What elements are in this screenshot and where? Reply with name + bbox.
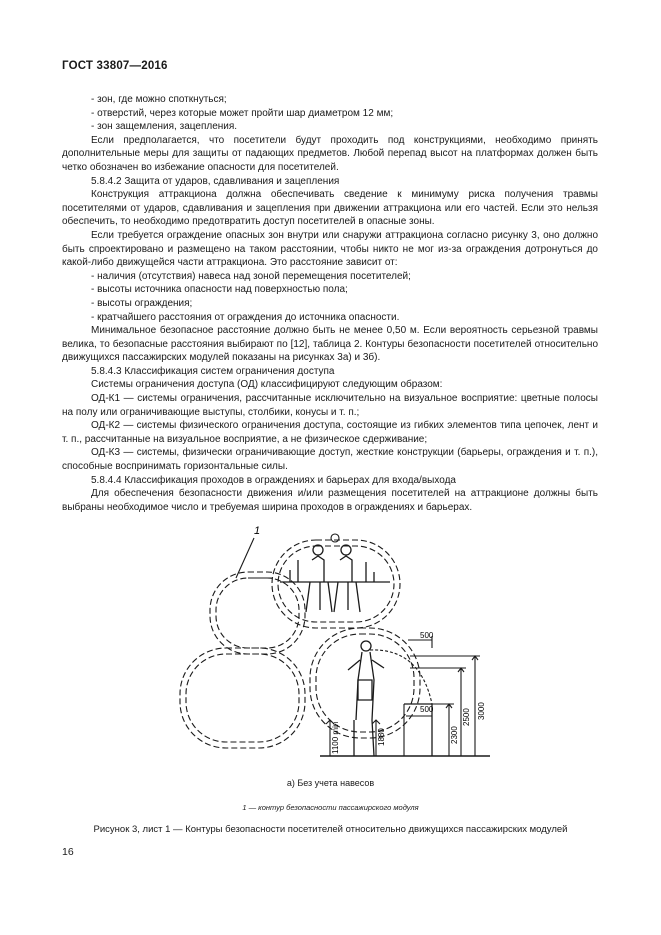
paragraph: - высоты источника опасности над поверхностью пола; <box>91 284 348 296</box>
paragraph: ОД-К2 — системы физического ограничения доступа, состоящие из гибких элементов типа цепочек, лент и т. п., рассчитанные на визуальное восприятие, а не физическое сдерживание; <box>62 420 598 445</box>
paragraph: - отверстий, через которые может пройти шар диаметром 12 мм; <box>91 107 394 119</box>
paragraph: - наличия (отсутствия) навеса над зоной перемещения посетителей; <box>91 270 411 282</box>
dim-2500: 2500 <box>462 708 471 726</box>
section-heading: 5.8.4.2 Защита от ударов, сдавливания и зацепления <box>91 175 340 187</box>
section-heading: 5.8.4.4 Классификация проходов в ограждениях и барьерах для входа/выхода <box>91 474 456 486</box>
safety-contour-drawing <box>170 520 500 765</box>
figure-title: Рисунок 3, лист 1 — Контуры безопасности посетителей относительно движущихся пассажирских модулей <box>93 824 568 835</box>
paragraph: Минимальное безопасное расстояние должно быть не менее 0,50 м. Если вероятность серьезной травмы велика, то безопасные расстояния выбирают по [12], таблица 2. Контуры безопасности посетителей относительно движущихся пассажирских модулей показаны на рисунках 3а) и 3б). <box>62 325 598 364</box>
paragraph: Если требуется ограждение опасных зон внутри или снаружи аттракциона согласно рисунку 3, оно должно быть спроектировано и размещено на таком расстоянии, чтобы никто не мог из-за ограждения дотронуться до какой-либо движущейся части аттракциона. Это расстояние зависит от: <box>62 229 598 269</box>
dim-1880: 1880 <box>377 728 386 746</box>
dim-1100-min: 1100 min <box>331 721 340 754</box>
section-heading: 5.8.4.3 Классификация систем ограничения доступа <box>91 365 335 377</box>
dim-2300: 2300 <box>450 726 459 744</box>
figure-label-1: 1 <box>254 525 261 537</box>
figure-3a <box>170 520 500 765</box>
paragraph: Если предполагается, что посетители будут проходить под конструкциями, необходимо принять дополнительные меры для защиты от падающих предметов. Любой перепад высот на платформах должен быть четко обозначен во избежание опасности для посетителей. <box>62 134 598 173</box>
paragraph: Для обеспечения безопасности движения и/или размещения посетителей на аттракционе должны быть выбраны необходимое число и требуемая ширина проходов в ограждениях и барьерах. <box>62 488 598 513</box>
paragraph: - зон защемления, зацепления. <box>91 121 238 133</box>
standard-header: ГОСТ 33807—2016 <box>62 60 168 72</box>
subfigure-caption: а) Без учета навесов <box>286 778 375 788</box>
page-number: 16 <box>62 846 74 858</box>
paragraph: - высоты ограждения; <box>91 297 193 309</box>
paragraph: ОД-К3 — системы, физически ограничивающие доступ, жесткие конструкции (барьеры, ограждения и т. п.), способные воспринимать горизонтальные силы. <box>62 447 598 473</box>
body-text <box>62 93 598 514</box>
dim-500-bottom: 500 <box>420 705 434 714</box>
paragraph: - кратчайшего расстояния от ограждения до источника опасности. <box>91 311 400 323</box>
paragraph: - зон, где можно споткнуться; <box>91 94 227 105</box>
dim-500-top: 500 <box>420 631 434 640</box>
paragraph: Системы ограничения доступа (ОД) классифицируют следующим образом: <box>91 379 443 391</box>
paragraph: ОД-К1 — системы ограничения, рассчитанные исключительно на визуальное восприятие: цветные полосы на полу или ограничивающие выступы, столбики, конусы и т. п.; <box>62 393 598 418</box>
dim-3000: 3000 <box>477 702 486 720</box>
paragraph: Конструкция аттракциона должна обеспечивать сведение к минимуму риска получения травмы посетителями от ударов, сдавливания и зацепления при движении аттракциона или его частей. Если это нельзя обеспечить, то необходимо предотвратить доступ посетителей в опасные зоны. <box>62 189 598 228</box>
figure-legend: 1 — контур безопасности пассажирского модуля <box>242 803 419 812</box>
